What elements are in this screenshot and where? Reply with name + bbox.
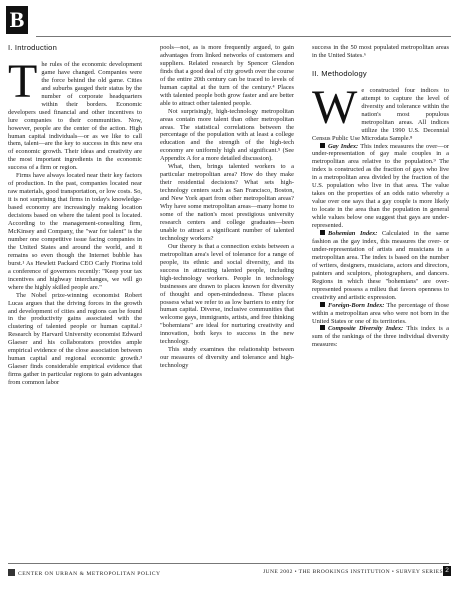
drop-cap-t: T — [8, 54, 38, 108]
center-logo-icon — [8, 569, 15, 576]
bullet-composite-diversity-index: Composite Diversity Index: This index is a sum of the rankings of the three individual diversity measures: — [312, 325, 450, 349]
bullet-square-icon — [320, 143, 325, 148]
footer-rule — [8, 563, 449, 564]
bullet-square-icon — [320, 302, 325, 307]
intro-paragraph-9: success in the 50 most populated metropolitan areas in the United States.⁶ — [312, 44, 449, 59]
bullet-foreign-born-index: Foreign-Born Index: The percentage of those within a metropolitan area who were not born in the United States or one of its territories. — [312, 301, 449, 325]
intro-paragraph-6: What, then, brings talented workers to a particular metropolitan area? How do they make their residential decisions? What sets high-technology centers such as San Francisco, Boston, and New York apart from other metropolitan areas? Why have some metropolitan areas—many home to some of the nation's most prestigious university research centers and college graduates—been unable to attract a significant number of talented technology workers? — [160, 163, 294, 242]
page-number: 2 — [443, 566, 451, 576]
intro-paragraph-7: Our theory is that a connection exists between a metropolitan area's level of tolerance for a range of people, its ethnic and social diversity, and its success in attracting talented people, including high-technology workers. People in technology businesses are drawn to places known for diversity of thought and open-mindedness. These places possess what we refer to as low barriers to entry for human capital. Diverse, inclusive communities that welcome gays, immigrants, artists, and free thinking "bohemians" are ideal for nurturing creativity and innovation, both keys to success in the new technology. — [160, 242, 294, 346]
drop-cap-w: W — [312, 80, 358, 134]
bullet-gay-index: Gay Index: This index measures the over—or under-representation of gay male couples in a metropolitan area relative to the population.⁹ The index is constructed as the fraction of gays who live in a metropolitan area divided by the fraction of the U.S. population who live in that area. The value takes on the properties of an odds ratio whereby a value over one says that a gay couple is more likely to locate in the area than the population in general while values below one suggest that gays are under-represented. — [312, 142, 449, 230]
footer-series-info: JUNE 2002 • THE BROOKINGS INSTITUTION • SURVEY SERIES — [262, 569, 443, 575]
footer-center-name: CENTER ON URBAN & METROPOLITAN POLICY — [8, 569, 161, 577]
brookings-logo: B — [6, 6, 28, 34]
column-3 — [312, 44, 449, 349]
intro-paragraph-2: Firms have always located near their key factors of production. In the past, companies located near raw materials, good transportation, or low costs. So, it is not surprising that firms in today's knowledge-based economy are increasingly making location decisions based on where the talent pool is located. According to the management-consulting firm, McKinsey and Company, the "war for talent" is the number one competitive issue facing companies in the United States and around the world, and it remains so even though the Internet bubble has burst.¹ As Hewlett Packard CEO Carly Fiorina told a conference of governors recently: "Keep your tax incentives and highway interchanges, we will go where the highly skilled people are." — [8, 172, 142, 291]
intro-paragraph-5: Not surprisingly, high-technology metropolitan areas contain more talent than other metropolitan areas. The statistical correlations between the percentage of the population with at least a college education and the strength of the high-tech economy are uniformly high and significant.⁵ (See Appendix A for a more detailed discussion). — [160, 107, 294, 163]
header-rule — [36, 36, 451, 37]
bullet-bohemian-index: Bohemian Index: Calculated in the same fashion as the gay index, this measures the over- or under-representation of artists and musicians in a metropolitan area. The index is based on the number of writers, designers, musicians, actors and directors, painters and sculptors, photographers, and dancers. Regions in which these "bohemians" are over-represented possess a milieu that favors openness to creativity and artistic expression. — [312, 230, 449, 301]
column-2 — [160, 44, 294, 370]
intro-paragraph-3: The Nobel prize-winning economist Robert Lucas argues that the driving forces in the growth and development of cities and regions can be found in the productivity gains associated with the clustering of talented people or human capital.² Research by Harvard University economist Edward Glaeser and his collaborators provides ample empirical evidence of the close association between human capital and regional economic growth.³ Glaeser finds considerable empirical evidence that firms gather in particular regions to gain advantages from common labor — [8, 291, 142, 387]
section-heading-introduction: I. Introduction — [8, 43, 58, 52]
intro-paragraph-4: pools—not, as is more frequently argued, to gain advantages from linked networks of customers and suppliers. Related research by Spencer Glendon finds that a good deal of city growth over the course of the entire 20th century can be traced to levels of human capital at the turn of the century.⁴ Places with talented people both grow faster and are better able to attract other talented people. — [160, 44, 294, 107]
bullet-square-icon — [320, 325, 325, 330]
methodology-paragraph-1: We constructed four indices to attempt to capture the level of diversity and tolerance within the nation's most populous metropolitan areas. All indices utilize the 1990 U.S. Decennial Census Public Use Microdata Sample.⁸ — [312, 80, 449, 142]
column-1 — [8, 44, 142, 387]
intro-paragraph-1: The rules of the economic development game have changed. Companies were the force behind the old game. Cities and suburbs gauged their status by the number of corporate headquarters within their borders. Economic developers used financial and other incentives to lure companies to their communities. Now, however, people are the center of the action. High human capital individuals—or as we like to call them, talent—are the key to success in this new era of economic growth. Their ideas and creativity are the most important ingredients in the economic success of a firm or region. — [8, 54, 142, 172]
intro-paragraph-8: This study examines the relationship between our measures of diversity and tolerance and high-technology — [160, 346, 294, 370]
section-heading-methodology: II. Methodology — [312, 68, 367, 78]
bullet-square-icon — [320, 230, 325, 235]
